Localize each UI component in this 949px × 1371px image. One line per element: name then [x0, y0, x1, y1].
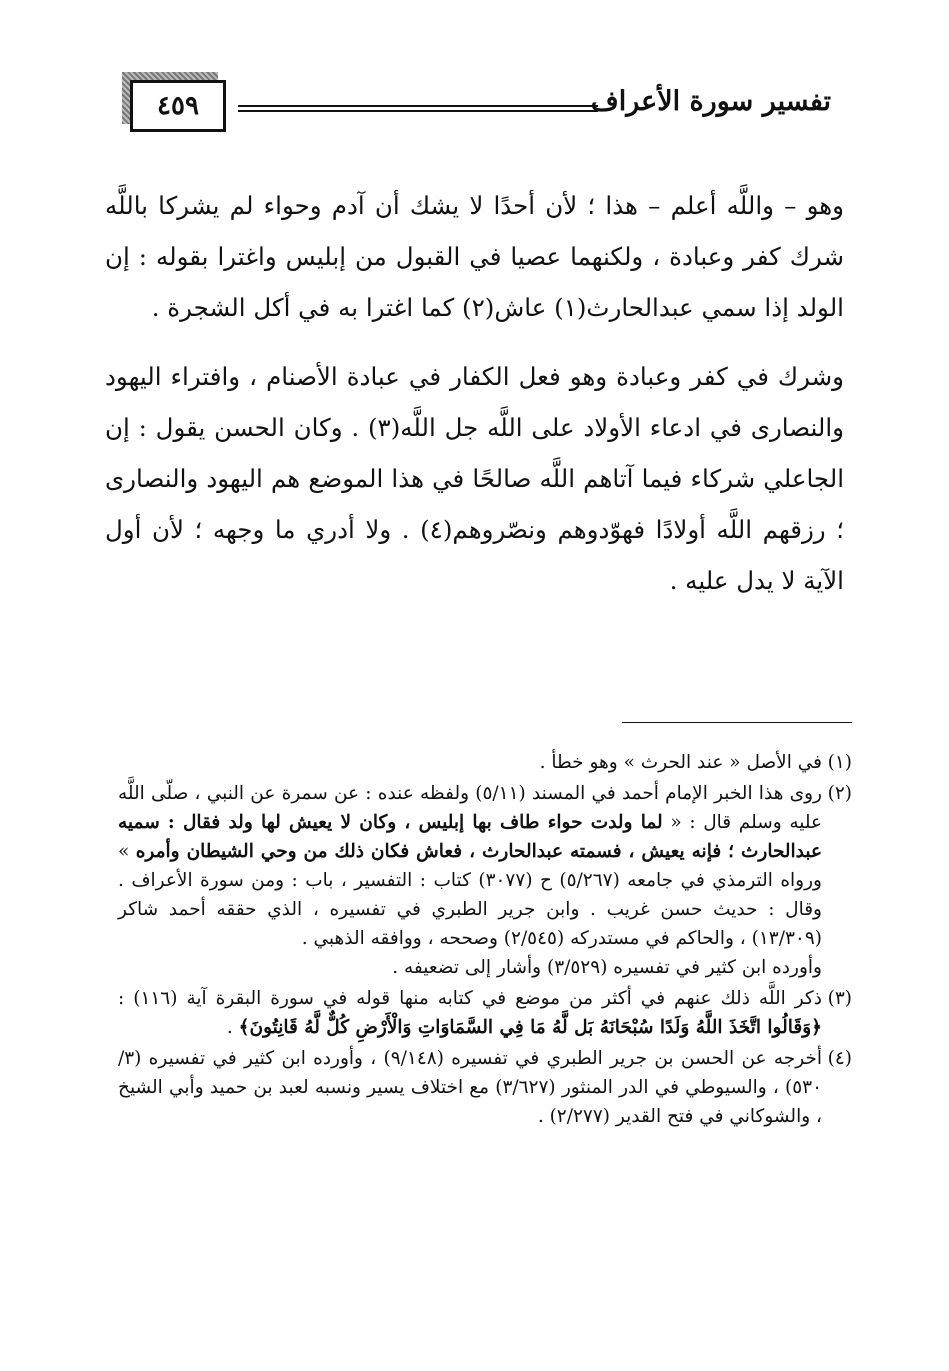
footnote-1	[118, 748, 852, 777]
footnote-4	[118, 1044, 852, 1131]
footnote-text: » ورواه الترمذي في جامعه (٥/٢٦٧) ح (٣٠٧٧) كتاب : التفسير ، باب : ومن سورة الأعراف . وقال : حديث حسن غريب . وابن جرير الطبري في تفسيره ، الذي حققه أحمد شاكر (١٣/٣٠٩) ، والحاكم في مستدركه (٢/٥٤٥) وصححه ، ووافقه الذهبي .	[118, 841, 822, 949]
footnote-text: روى هذا الخبر الإمام أحمد في المسند (٥/١١) ولفظه عنده : عن سمرة عن النبي ، صلّى اللَّه عليه وسلم قال : «	[118, 783, 823, 833]
body-paragraph-2: وشرك في كفر وعبادة وهو فعل الكفار في عبادة الأصنام ، وافتراء اليهود والنصارى في ادعاء الأولاد على اللَّه جل اللَّه(٣) . وكان الحسن يقول : إن الجاعلي شركاء فيما آتاهم اللَّه صالحًا في هذا الموضع هم اليهود والنصارى ؛ رزقهم اللَّه أولادًا فهوّدوهم ونصّروهم(٤) . ولا أدري ما وجهه ؛ لأن أول الآية لا يدل عليه .	[105, 362, 845, 595]
header-rule	[238, 105, 598, 112]
footnote-number: (٣)	[827, 988, 852, 1009]
body-text	[105, 180, 844, 606]
page-number-text: ٤٥٩	[157, 91, 199, 121]
hadith-quote: لما ولدت حواء طاف بها إبليس ، وكان لا يعيش لها ولد فقال : سميه عبدالحارث ؛ فإنه يعيش ، فسمته عبدالحارث ، فعاش فكان ذلك من وحي الشيطان وأمره	[118, 812, 823, 862]
footnote-number: (١)	[827, 752, 852, 773]
footnotes	[118, 748, 852, 1133]
page-number	[130, 80, 226, 132]
footnote-text: أخرجه عن الحسن بن جرير الطبري في تفسيره (٩/١٤٨) ، وأورده ابن كثير في تفسيره (٣/ ٥٣٠) ، والسيوطي في الدر المنثور (٣/٦٢٧) مع اختلاف يسير ونسبه لعبد بن حميد وأبي الشيخ ، والشوكاني في فتح القدير (٢/٢٧٧) .	[118, 1048, 823, 1127]
footnote-2	[118, 779, 852, 982]
footnote-3	[118, 984, 852, 1042]
footnote-text: .	[226, 1017, 233, 1038]
running-title: تفسير سورة الأعراف	[590, 86, 831, 117]
quran-verse: ﴿وَقَالُوا اتَّخَذَ اللَّهُ وَلَدًا سُبْحَانَهُ بَل لَّهُ مَا فِي السَّمَاوَاتِ وَالْأَرْضِ كُلٌّ لَّهُ قَانِتُونَ﴾	[238, 1017, 822, 1038]
body-paragraph-1: وهو – واللَّه أعلم – هذا ؛ لأن أحدًا لا يشك أن آدم وحواء لم يشركا باللَّه شرك كفر وعبادة ، ولكنهما عصيا في القبول من إبليس واغترا بقوله : إن الولد إذا سمي عبدالحارث(١) عاش(٢) كما اغترا به في أكل الشجرة .	[105, 191, 844, 322]
footnote-text: وأورده ابن كثير في تفسيره (٣/٥٢٩) وأشار إلى تضعيفه .	[392, 957, 822, 978]
footnote-number: (٤)	[827, 1048, 852, 1069]
footnote-number: (٢)	[827, 783, 852, 804]
footnote-separator	[622, 722, 852, 723]
footnote-text: في الأصل « عند الحرث » وهو خطأ .	[539, 752, 822, 773]
footnote-text: ذكر اللَّه ذلك عنهم في أكثر من موضع في كتابه منها قوله في سورة البقرة آية (١١٦) :	[118, 988, 822, 1009]
